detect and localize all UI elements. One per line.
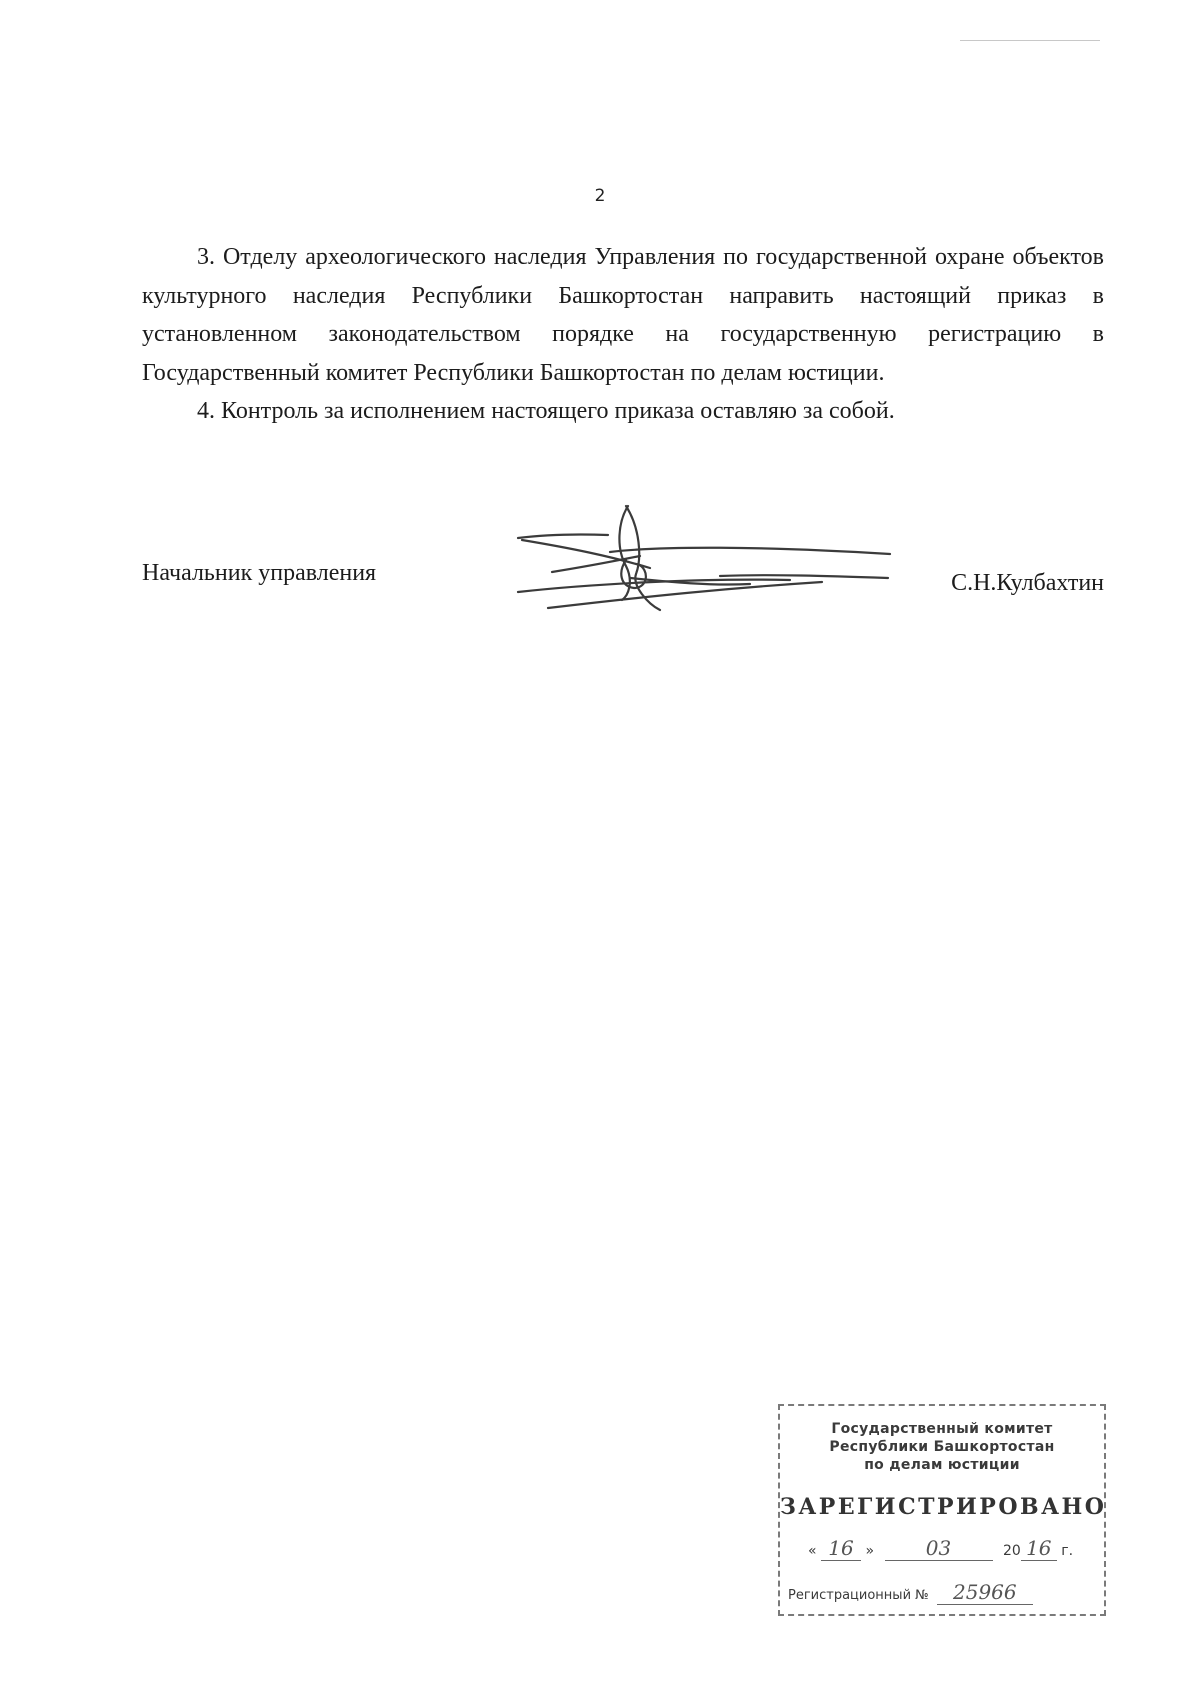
stamp-date-close-quote: » <box>865 1543 875 1559</box>
document-body <box>142 238 1104 431</box>
stamp-date-open-quote: « <box>808 1543 817 1559</box>
stamp-status: ЗАРЕГИСТРИРОВАНО <box>780 1494 1107 1520</box>
page-number: 2 <box>594 186 606 206</box>
stamp-reg-label: Регистрационный № <box>788 1588 929 1603</box>
stamp-year-suffix: 16 <box>1021 1536 1057 1561</box>
stamp-organization <box>780 1420 1104 1474</box>
stamp-day: 16 <box>821 1536 861 1561</box>
paragraph-4: 4. Контроль за исполнением настоящего приказа оставляю за собой. <box>197 398 895 424</box>
stamp-org-line: по делам юстиции <box>864 1457 1020 1473</box>
signer-name: С.Н.Кулбахтин <box>951 570 1104 596</box>
signature-block <box>142 560 1104 610</box>
scan-mark-top <box>960 40 1100 41</box>
signer-title: Начальник управления <box>142 560 377 586</box>
paragraph-3: 3. Отделу археологического наследия Управления по государственной охране объектов культурного наследия Республики Башкортостан направить настоящий приказ в установленном законодательством порядке на государственную регистрацию в Государственный комитет Республики Башкортостан по делам юстиции. <box>142 244 1104 386</box>
stamp-reg-number: 25966 <box>937 1580 1033 1605</box>
stamp-year-prefix: 20 <box>1002 1543 1021 1559</box>
stamp-month: 03 <box>885 1536 993 1561</box>
registration-stamp <box>778 1404 1106 1616</box>
stamp-registration <box>788 1580 1033 1605</box>
stamp-date <box>808 1536 1073 1561</box>
stamp-org-line: Республики Башкортостан <box>829 1439 1055 1455</box>
stamp-year-unit: г. <box>1061 1543 1074 1559</box>
stamp-org-line: Государственный комитет <box>831 1421 1053 1437</box>
